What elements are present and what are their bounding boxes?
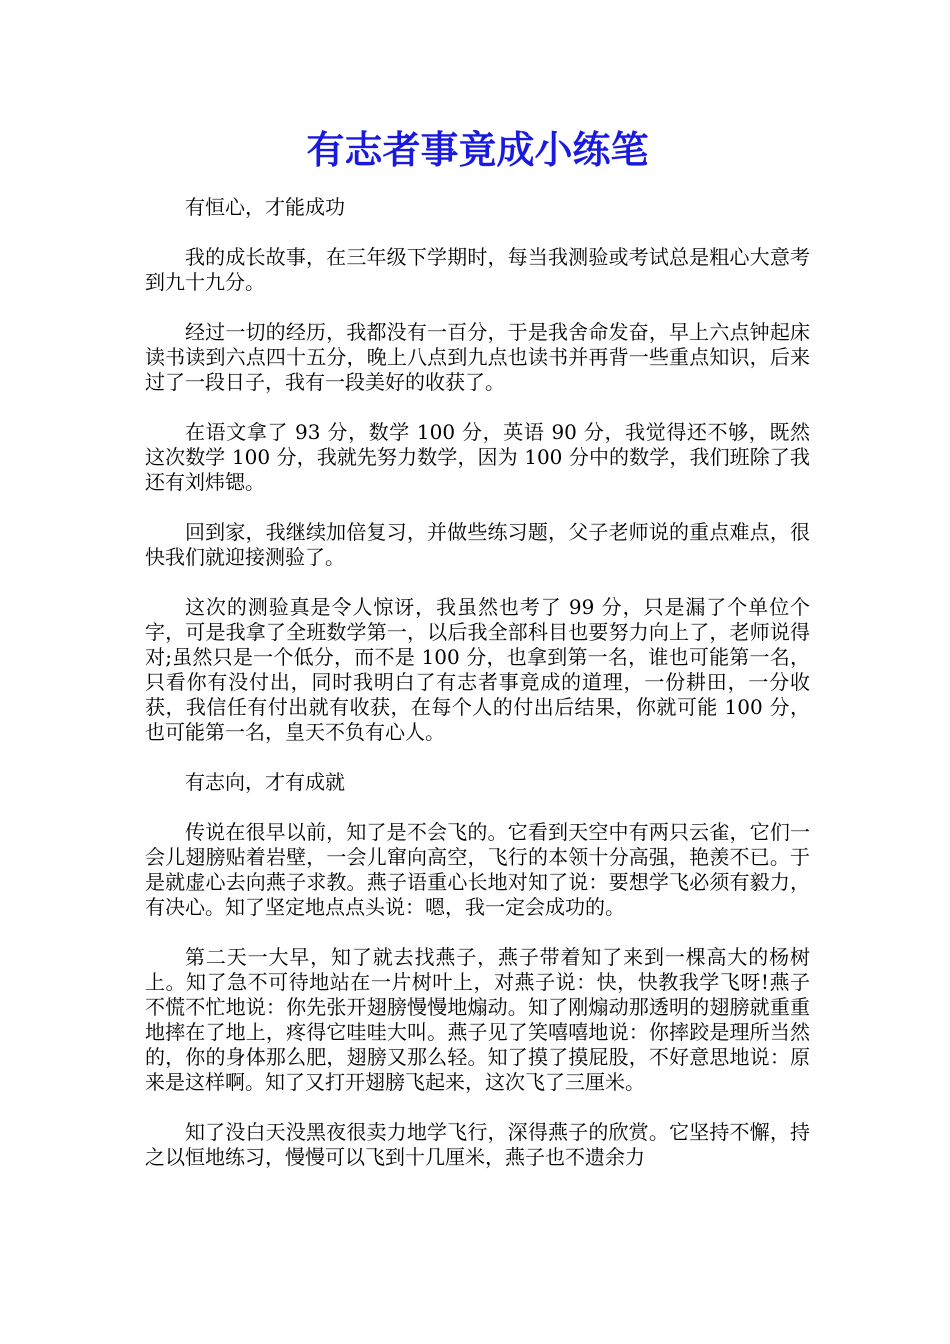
document-title: 有志者事竟成小练笔 (306, 127, 649, 172)
document-body (145, 195, 810, 1170)
paragraph: 在语文拿了 93 分，数学 100 分，英语 90 分，我觉得还不够，既然这次数学 100 分，我就先努力数学，因为 100 分中的数学，我们班除了我还有刘炜锶。 (145, 420, 810, 494)
paragraph: 这次的测验真是令人惊讶，我虽然也考了 99 分，只是漏了个单位个字，可是我拿了全班数学第一，以后我全部科目也要努力向上了，老师说得对;虽然只是一个低分，而不是 100 分，也拿到第一名，谁也可能第一名，只看你有没付出，同时我明白了有志者事竟成的道理，一份耕田，一分收获，我信任有付出就有收获，在每个人的付出后结果，你就可能 100 分，也可能第一名，皇天不负有心人。 (145, 595, 810, 744)
paragraph: 经过一切的经历，我都没有一百分，于是我舍命发奋，早上六点钟起床读书读到六点四十五分，晚上八点到九点也读书并再背一些重点知识，后来过了一段日子，我有一段美好的收获了。 (145, 320, 810, 394)
paragraph: 知了没白天没黑夜很卖力地学飞行，深得燕子的欣赏。它坚持不懈，持之以恒地练习，慢慢可以飞到十几厘米，燕子也不遗余力 (145, 1120, 810, 1169)
paragraph: 传说在很早以前，知了是不会飞的。它看到天空中有两只云雀，它们一会儿翅膀贴着岩壁，一会儿窜向高空，飞行的本领十分高强，艳羡不已。于是就虚心去向燕子求教。燕子语重心长地对知了说：要想学飞必须有毅力，有决心。知了坚定地点点头说：嗯，我一定会成功的。 (145, 820, 810, 919)
paragraph: 我的成长故事，在三年级下学期时，每当我测验或考试总是粗心大意考到九十九分。 (145, 245, 810, 294)
document-page (145, 0, 810, 1344)
paragraph: 第二天一大早，知了就去找燕子，燕子带着知了来到一棵高大的杨树上。知了急不可待地站在一片树叶上，对燕子说：快，快教我学飞呀!燕子不慌不忙地说：你先张开翅膀慢慢地煽动。知了刚煽动那透明的翅膀就重重地摔在了地上，疼得它哇哇大叫。燕子见了笑嘻嘻地说：你摔跤是理所当然的，你的身体那么肥，翅膀又那么轻。知了摸了摸屁股，不好意思地说：原来是这样啊。知了又打开翅膀飞起来，这次飞了三厘米。 (145, 945, 810, 1094)
paragraph: 回到家，我继续加倍复习，并做些练习题，父子老师说的重点难点，很快我们就迎接测验了。 (145, 520, 810, 569)
section-heading-perseverance: 有恒心，才能成功 (185, 195, 345, 219)
section-heading-ambition: 有志向，才有成就 (185, 770, 345, 794)
